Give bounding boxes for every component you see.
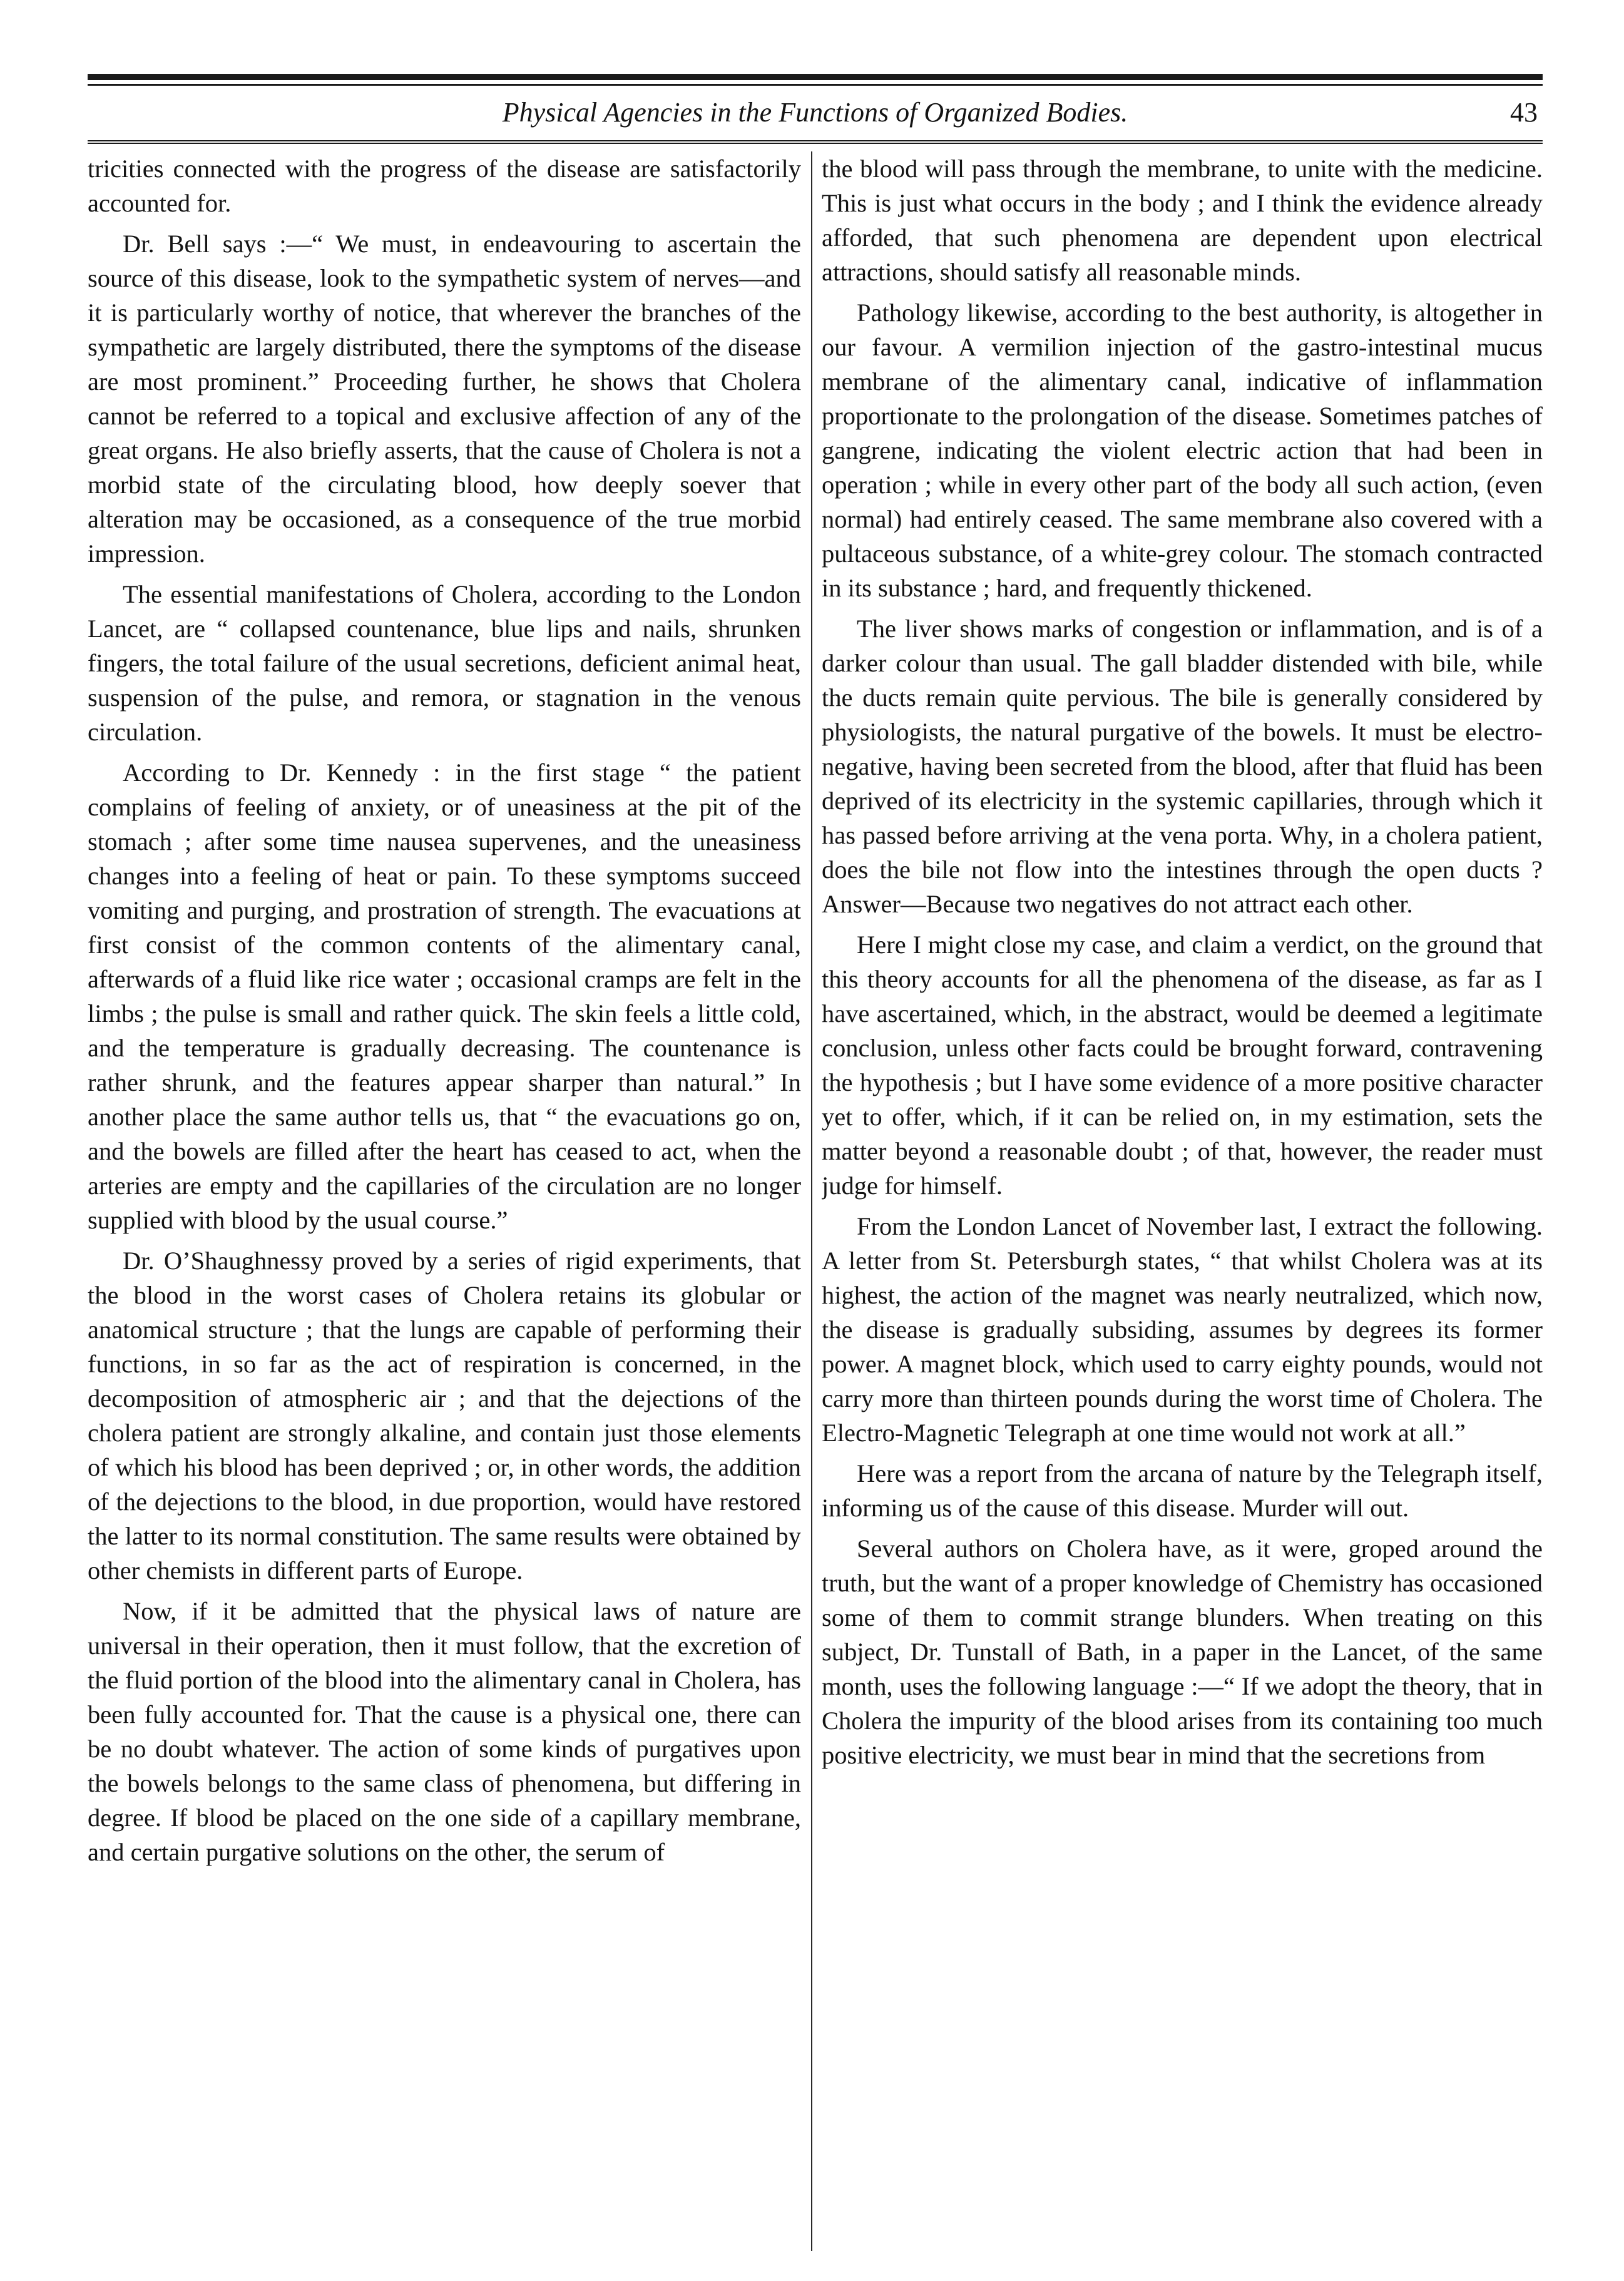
paragraph: Here I might close my case, and claim a verdict, on the ground that this theory accounts for all the phenomena of the disease, as far as I have ascertained, which, in the abstract, would be deemed a legitimate conclusion, unless other facts could be brought forward, contravening the hypothesis ; but I have some evidence of a more positive character yet to offer, which, if it can be relied on, in my estimation, sets the matter beyond a reasonable doubt ; of that, however, the reader must judge for himself.	[822, 931, 1543, 1200]
paragraph: The essential manifestations of Cholera, according to the London Lancet, are “ collapsed countenance, blue lips and nails, shrunken fingers, the total failure of the usual secretions, deficient animal heat, suspension of the pulse, and remora, or stagnation in the venous circulation.	[88, 580, 801, 746]
paragraph: Dr. O’Shaughnessy proved by a series of rigid experiments, that the blood in the worst cases of Cholera retains its globular or anatomical structure ; that the lungs are capable of performing their functions, in so far as the act of respiration is concerned, in the decomposition of atmospheric air ; and that the dejections of the cholera patient are strongly alkaline, and contain just those elements of which his blood has been deprived ; or, in other words, the addition of the dejections to the blood, in due proportion, would have restored the latter to its normal constitution. The same results were obtained by other chemists in different parts of Europe.	[88, 1247, 801, 1584]
column-divider	[811, 151, 812, 2251]
header-rule	[88, 140, 1543, 144]
paragraph: Now, if it be admitted that the physical laws of nature are universal in their operation, then it must follow, that the excretion of the fluid portion of the blood into the alimentary canal in Cholera, has been fully accounted for. That the cause is a physical one, there can be no doubt whatever. The action of some kinds of purgatives upon the bowels belongs to the same class of phenomena, but differing in degree. If blood be placed on the one side of a capillary membrane, and certain purgative solutions on the other, the serum of	[88, 1597, 801, 1866]
top-rule-thin	[88, 84, 1543, 86]
paragraph: Pathology likewise, according to the best authority, is altogether in our favour. A vermilion injection of the gastro-intestinal mucus membrane of the alimentary canal, indicative of inflammation proportionate to the prolongation of the disease. Sometimes patches of gangrene, indicating the violent electric action that had been in operation ; while in every other part of the body all such action, (even normal) had entirely ceased. The same membrane also covered with a pultaceous substance, of a white-grey colour. The stomach contracted in its substance ; hard, and frequently thickened.	[822, 299, 1543, 602]
running-title: Physical Agencies in the Functions of Organized Bodies.	[502, 97, 1128, 128]
paragraph: Dr. Bell says :—“ We must, in endeavouring to ascertain the source of this disease, look to the sympathetic system of nerves—and it is particularly worthy of notice, that wherever the branches of the sympathetic are largely distributed, there the symptoms of the disease are most prominent.” Proceeding further, he shows that Cholera cannot be referred to a topical and exclusive affection of any of the great organs. He also briefly asserts, that the cause of Cholera is not a morbid state of the circulating blood, how deeply soever that alteration may be occasioned, as a consequence of the true morbid impression.	[88, 230, 801, 568]
paragraph: Several authors on Cholera have, as it were, groped around the truth, but the want of a proper knowledge of Chemistry has occasioned some of them to commit strange blunders. When treating on this subject, Dr. Tunstall of Bath, in a paper in the Lancet, of the same month, uses the following language :—“ If we adopt the theory, that in Cholera the impurity of the blood arises from its containing too much positive electricity, we must bear in mind that the secretions from	[822, 1534, 1543, 1769]
paragraph: tricities connected with the progress of the disease are satisfactorily accounted for.	[88, 155, 801, 217]
paragraph: According to Dr. Kennedy : in the first stage “ the patient complains of feeling of anxiety, or of uneasiness at the pit of the stomach ; after some time nausea supervenes, and the uneasiness changes into a feeling of heat or pain. To these symptoms succeed vomiting and purging, and prostration of strength. The evacuations at first consist of the common contents of the alimentary canal, afterwards of a fluid like rice water ; occasional cramps are felt in the limbs ; the pulse is small and rather quick. The skin feels a little cold, and the temperature is gradually decreasing. The countenance is rather shrunk, and the features appear sharper than natural.” In another place the same author tells us, that “ the evacuations go on, and the bowels are filled after the heart has ceased to act, when the arteries are empty and the capillaries of the circulation are no longer supplied with blood by the usual course.”	[88, 758, 801, 1234]
paragraph: From the London Lancet of November last, I extract the following. A letter from St. Petersburgh states, “ that whilst Cholera was at its highest, the action of the magnet was nearly neutralized, which now, the disease is gradually subsiding, assumes by degrees its former power. A magnet block, which used to carry eighty pounds, would not carry more than thirteen pounds during the worst time of Cholera. The Electro-Magnetic Telegraph at one time would not work at all.”	[822, 1212, 1543, 1447]
paragraph: The liver shows marks of congestion or inflammation, and is of a darker colour than usual. The gall bladder distended with bile, while the ducts remain quite pervious. The bile is generally considered by physiologists, the natural purgative of the bowels. It must be electro-negative, having been secreted from the blood, after that fluid has been deprived of its electricity in the systemic capillaries, through which it has passed before arriving at the vena porta. Why, in a cholera patient, does the bile not flow into the intestines through the open ducts ? Answer—Because two negatives do not attract each other.	[822, 615, 1543, 918]
running-head	[88, 91, 1543, 136]
paragraph: Here was a report from the arcana of nature by the Telegraph itself, informing us of the cause of this disease. Murder will out.	[822, 1459, 1543, 1522]
top-rule-thick	[88, 74, 1543, 80]
right-column	[822, 151, 1543, 2251]
page-number: 43	[1510, 97, 1538, 128]
left-column	[88, 151, 801, 2251]
paragraph: the blood will pass through the membrane, to unite with the medicine. This is just what occurs in the body ; and I think the evidence already afforded, that such phenomena are dependent upon electrical attractions, should satisfy all reasonable minds.	[822, 155, 1543, 286]
